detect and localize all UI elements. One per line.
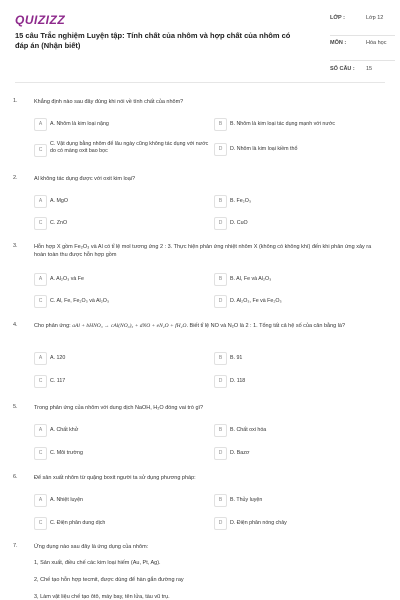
question-text-pre: Cho phản ứng: xyxy=(34,323,73,329)
option-letter: B xyxy=(214,118,227,131)
option-letter: C xyxy=(34,217,47,230)
worksheet-header xyxy=(0,0,400,85)
option-text: A. MgO xyxy=(50,198,68,204)
option-text: C. Điện phân dung dịch xyxy=(50,520,106,526)
question-text: Al không tác dụng được với oxit kim loại? xyxy=(34,176,136,182)
question-number: 6. xyxy=(13,474,18,480)
option-letter: C xyxy=(34,447,47,460)
option-letter: D xyxy=(214,447,227,460)
option-text: B. Chất oxi hóa xyxy=(230,427,267,433)
question-text: Ứng dụng nào sau đây là ứng dụng của nhôm: xyxy=(34,544,149,550)
quizizz-logo: QUIZIZZ xyxy=(15,13,66,27)
option-text: A. Chất khử xyxy=(50,427,79,433)
header-divider xyxy=(15,82,385,83)
meta-lop-value: Lớp 12 xyxy=(366,15,384,21)
option-text: A. 120 xyxy=(50,355,66,361)
meta-separator xyxy=(330,60,395,61)
option-letter: A xyxy=(34,352,47,365)
question-text: Trong phản ứng của nhôm với dung dịch NaOH, H₂O đóng vai trò gì? xyxy=(34,405,204,411)
question-number: 1. xyxy=(13,98,18,104)
option-letter: B xyxy=(214,494,227,507)
option-letter: C xyxy=(34,295,47,308)
question-number: 2. xyxy=(13,175,18,181)
option-letter: D xyxy=(214,143,227,156)
option-letter: A xyxy=(34,424,47,437)
option-letter: A xyxy=(34,195,47,208)
statement-line: 2, Chế tạo hỗn hợp tecmit, được dùng để hàn gắn đường ray xyxy=(34,577,184,583)
worksheet-title: 15 câu Trắc nghiệm Luyện tập: Tính chất của nhôm và hợp chất của nhôm có đáp án (Nhận biết) xyxy=(15,31,291,50)
option-letter: A xyxy=(34,118,47,131)
question-number: 4. xyxy=(13,322,18,328)
option-text: A. Al₂O₃ và Fe xyxy=(50,276,84,282)
option-text: B. Al, Fe và Al₂O₃ xyxy=(230,276,272,282)
question-text xyxy=(34,322,384,330)
option-text: A. Nhiệt luyện xyxy=(50,497,83,503)
option-letter: D xyxy=(214,295,227,308)
question-text: Hỗn hợp X gồm Fe₂O₃ và Al có tỉ lệ mol tương ứng 2 : 3. Thực hiện phản ứng nhiệt nhôm X (không có không khí) đến khi phản ứng xảy ra hoàn toàn thu được hỗn hợp gồm xyxy=(34,244,372,258)
meta-socau-value: 15 xyxy=(366,66,373,72)
question-text: Khẳng định nào sau đây đúng khi nói về tính chất của nhôm? xyxy=(34,99,184,105)
option-text: C. ZnO xyxy=(50,220,68,226)
option-letter: B xyxy=(214,424,227,437)
question-number: 7. xyxy=(13,543,18,549)
option-letter: A xyxy=(34,494,47,507)
option-letter: D xyxy=(214,375,227,388)
option-letter: C xyxy=(34,375,47,388)
option-letter: B xyxy=(214,352,227,365)
option-text: C. Vật dụng bằng nhôm để lâu ngày cũng không tác dụng với nước do có màng oxit bao bọc xyxy=(50,141,209,154)
option-letter: C xyxy=(34,517,47,530)
option-text: C. Al, Fe, Fe₂O₃ và Al₂O₃ xyxy=(50,298,110,304)
option-text: B. Thủy luyện xyxy=(230,497,263,503)
option-text: B. Fe₂O₃ xyxy=(230,198,251,204)
meta-separator xyxy=(330,35,395,36)
option-text: D. 118 xyxy=(230,378,246,384)
option-text: B. 91 xyxy=(230,355,243,361)
option-letter: B xyxy=(214,195,227,208)
option-text: D. Nhôm là kim loại kiềm thổ xyxy=(230,146,298,152)
option-text: D. Al₂O₃, Fe và Fe₂O₃ xyxy=(230,298,282,304)
option-text: D. Điện phân nóng chảy xyxy=(230,520,287,526)
meta-mon-label: MÔN : xyxy=(330,40,347,46)
meta-mon-value: Hóa học xyxy=(366,40,387,46)
meta-lop-label: LỚP : xyxy=(330,15,345,21)
option-letter: A xyxy=(34,273,47,286)
option-text: D. Bazơ xyxy=(230,450,250,456)
question-number: 5. xyxy=(13,404,18,410)
reaction-formula: aAl + bHNO₃ → cAl(NO₃)₃ + dNO + eN₂O + fH₂O xyxy=(72,323,187,329)
option-letter: B xyxy=(214,273,227,286)
option-text: B. Nhôm là kim loại tác dụng mạnh với nước xyxy=(230,121,335,127)
question-number: 3. xyxy=(13,243,18,249)
option-text: C. 117 xyxy=(50,378,66,384)
meta-socau-label: SỐ CÂU : xyxy=(330,66,355,72)
statement-line: 3, Làm vật liệu chế tạo ôtô, máy bay, tên lửa, tàu vũ trụ. xyxy=(34,594,170,600)
option-text: D. CuO xyxy=(230,220,248,226)
question-text: Để sản xuất nhôm từ quặng boxit người ta sử dụng phương pháp: xyxy=(34,475,196,481)
statement-line: 1, Sản xuất, điều chế các kim loại hiếm (Au, Pt, Ag). xyxy=(34,560,161,566)
question-text-post: . Biết tỉ lệ NO và N₂O là 2 : 1. Tổng tất cả hệ số của cân bằng là? xyxy=(186,323,346,329)
option-letter: C xyxy=(34,144,47,157)
option-letter: D xyxy=(214,217,227,230)
option-letter: D xyxy=(214,517,227,530)
option-text: A. Nhôm là kim loại nặng xyxy=(50,121,109,127)
option-text: C. Môi trường xyxy=(50,450,83,456)
